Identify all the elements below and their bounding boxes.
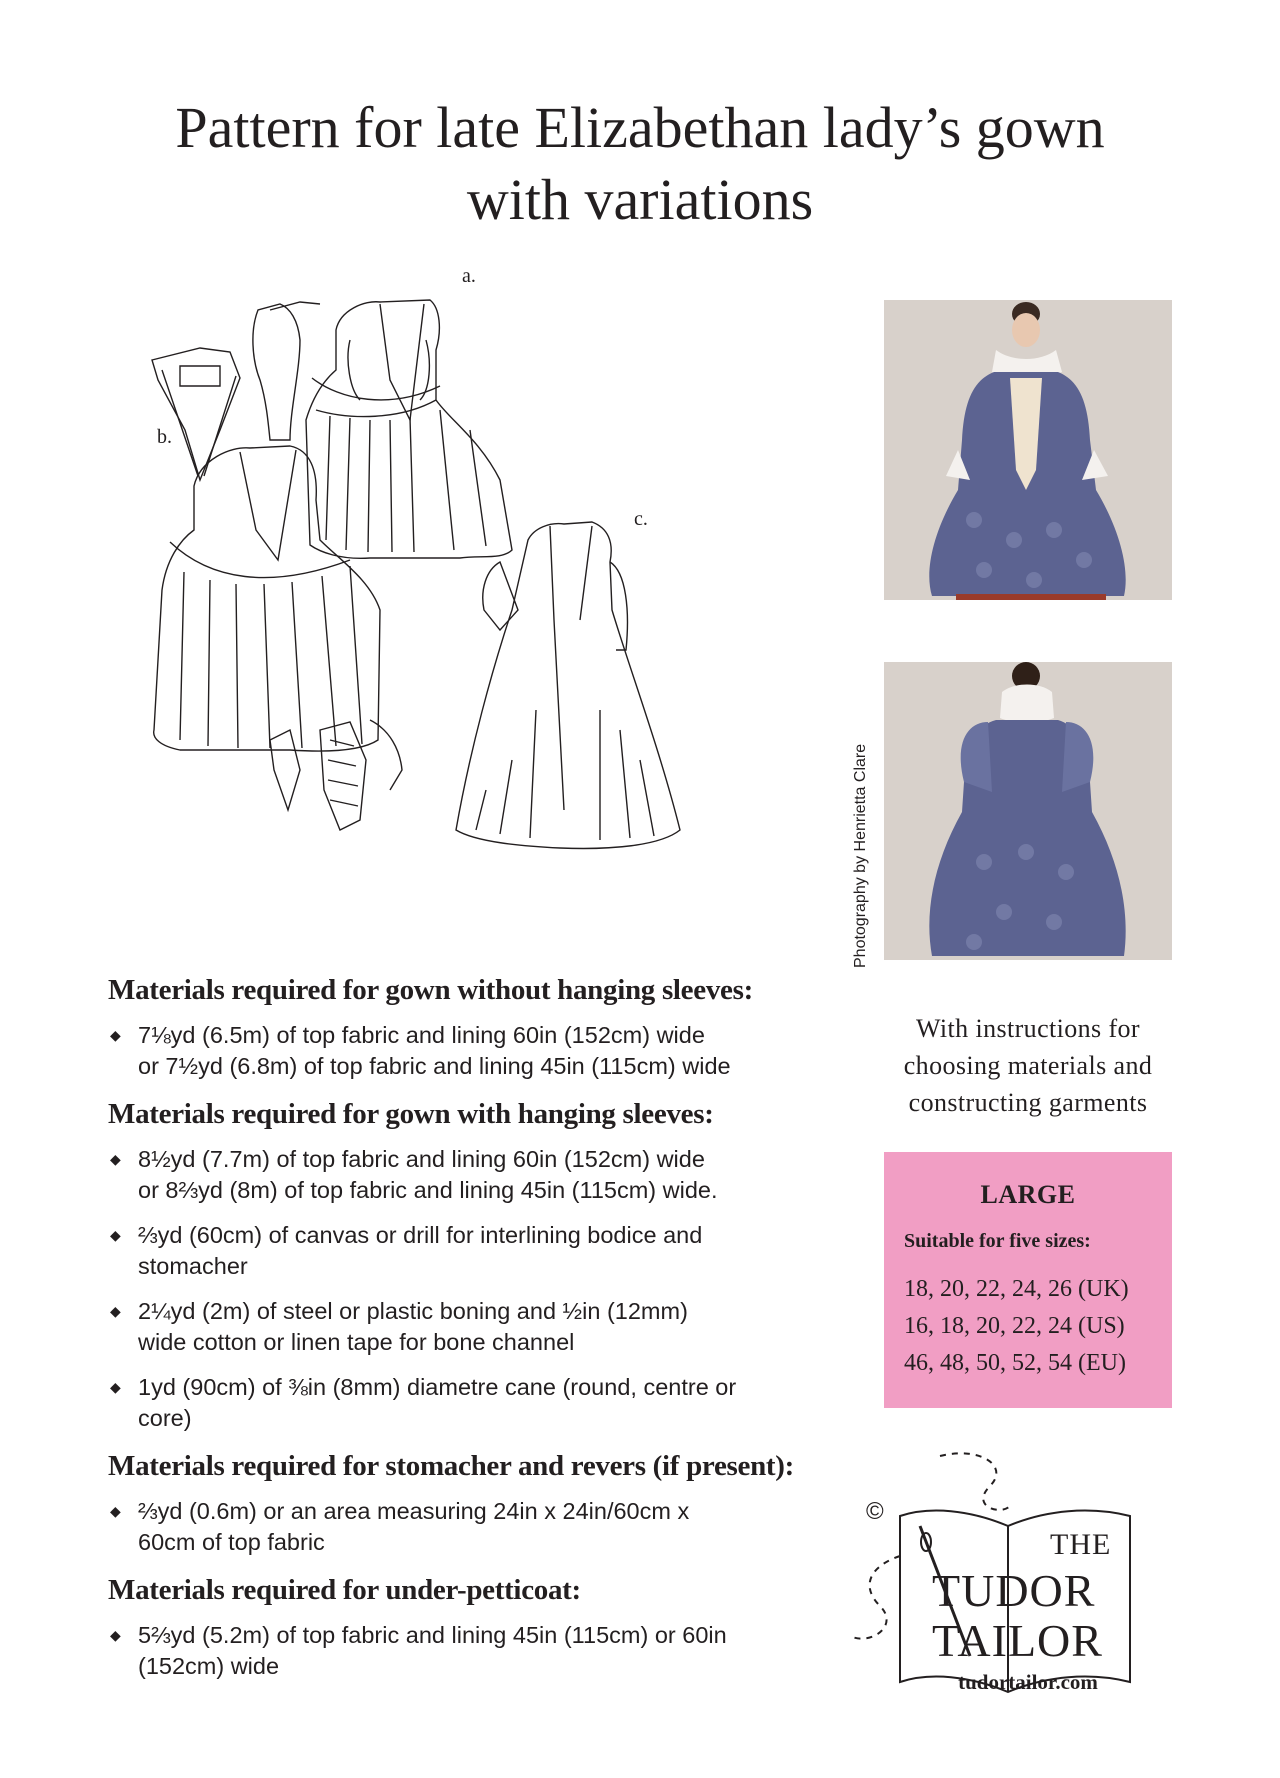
list-item: ◆ 1yd (90cm) of ⅜in (8mm) diametre cane (round, centre or core)	[110, 1374, 737, 1431]
title-line-1: Pattern for late Elizabethan lady’s gown	[175, 95, 1105, 160]
list-item: ◆ 7⅛yd (6.5m) of top fabric and lining 60in (152cm) wide or 7½yd (6.8m) of top fabric and lining 45in (115cm) wide	[110, 1022, 731, 1079]
size-name: LARGE	[980, 1180, 1076, 1209]
pattern-illustrations	[140, 265, 800, 970]
list-item: ◆ ⅔yd (0.6m) or an area measuring 24in x 24in/60cm x 60cm of top fabric	[110, 1498, 690, 1555]
list-item: ◆ 2¼yd (2m) of steel or plastic boning and ½in (12mm) wide cotton or linen tape for bone channel	[110, 1298, 688, 1355]
materials-heading: Materials required for stomacher and revers (if present):	[108, 1450, 795, 1482]
materials-list	[108, 1020, 848, 1082]
materials-heading: Materials required for gown with hanging sleeves:	[108, 1098, 714, 1130]
copyright-symbol: ©	[866, 1498, 884, 1525]
page-title	[0, 92, 1280, 236]
materials-list	[108, 1144, 848, 1434]
website-link[interactable]: tudortailor.com	[958, 1670, 1098, 1694]
materials-list	[108, 1496, 848, 1558]
list-item: ◆ 8½yd (7.7m) of top fabric and lining 60in (152cm) wide or 8⅔yd (8m) of top fabric and lining 45in (115cm) wide.	[110, 1146, 718, 1203]
logo-the: THE	[1050, 1528, 1112, 1561]
bullet-icon: ◆	[110, 1151, 121, 1167]
gown-photo-front	[884, 300, 1172, 600]
bullet-icon: ◆	[110, 1379, 121, 1395]
size-list	[904, 1271, 1172, 1382]
logo-tailor: TAILOR	[932, 1615, 1103, 1666]
size-box	[884, 1152, 1172, 1408]
instructions-note: With instructions for choosing materials and constructing garments	[903, 1014, 1153, 1117]
bullet-icon: ◆	[110, 1503, 121, 1519]
bullet-icon: ◆	[110, 1227, 121, 1243]
bullet-icon: ◆	[110, 1627, 121, 1643]
photo-credit: Photography by Henrietta Clare	[852, 743, 869, 968]
figure-label-a: a.	[462, 265, 476, 287]
materials-section	[108, 972, 848, 1696]
gown-photo-back	[884, 662, 1172, 960]
size-uk: 18, 20, 22, 24, 26 (UK)	[904, 1276, 1129, 1302]
size-us: 16, 18, 20, 22, 24 (US)	[904, 1313, 1125, 1339]
size-suitable-label: Suitable for five sizes:	[904, 1230, 1091, 1252]
materials-heading: Materials required for gown without hanging sleeves:	[108, 974, 753, 1006]
figure-label-b: b.	[157, 426, 172, 448]
size-eu: 46, 48, 50, 52, 54 (EU)	[904, 1350, 1126, 1376]
bullet-icon: ◆	[110, 1303, 121, 1319]
figure-label-c: c.	[634, 508, 648, 530]
logo-tudor: TUDOR	[932, 1565, 1096, 1616]
materials-list	[108, 1620, 848, 1682]
bullet-icon: ◆	[110, 1027, 121, 1043]
list-item: ◆ ⅔yd (60cm) of canvas or drill for interlining bodice and stomacher	[110, 1222, 703, 1279]
list-item: ◆ 5⅔yd (5.2m) of top fabric and lining 45in (115cm) or 60in (152cm) wide	[110, 1622, 727, 1679]
title-line-2: with variations	[466, 167, 814, 232]
materials-heading: Materials required for under-petticoat:	[108, 1574, 581, 1606]
